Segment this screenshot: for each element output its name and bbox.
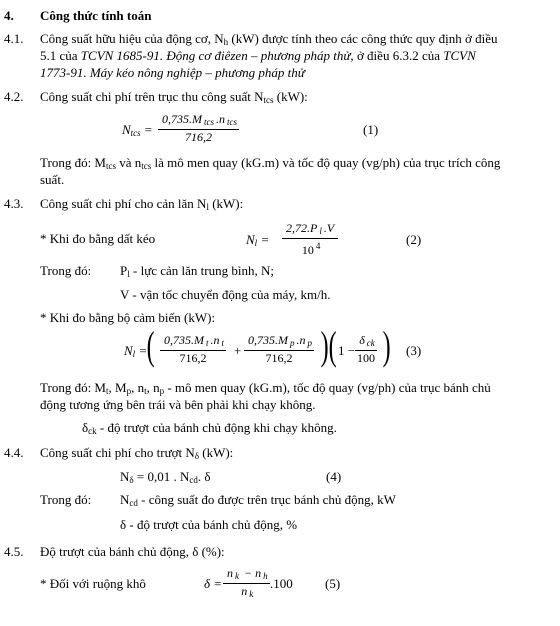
paragraph-line: 5.1 của TCVN 1685-91. Động cơ điêzen – phương pháp thử, ở điều 6.3.2 của TCVN <box>40 48 476 63</box>
where-label: Trong đó: <box>40 263 92 278</box>
paragraph-line: 1773-91. Máy kéo nông nghiệp – phương pháp thử <box>40 65 305 80</box>
paragraph-line: Công suất hữu hiệu của động cơ, $N_h$ (kW) được tính theo các công thức quy định ở điều <box>40 31 498 47</box>
equation-5-lhs: δ = <box>204 576 223 591</box>
subsection-number: 4.3. <box>4 196 24 211</box>
definition-line: V - vận tốc chuyển động của máy, km/h. <box>120 287 331 302</box>
paragraph-line: Trong đó: $M_t$, $M_p$, $n_t$, $n_p$ - mô men quay (kG.m), tốc độ quay (vg/ph) của trục bánh chủ <box>40 380 491 396</box>
section-title: Công thức tính toán <box>40 8 152 23</box>
plus-sign: + <box>234 343 242 358</box>
subsection-number: 4.2. <box>4 89 24 104</box>
equation-2-fraction: 2,72.P $_l$ .V 10 $^4$ <box>282 221 338 257</box>
paragraph-line: suất. <box>40 172 65 187</box>
paragraph-line: động tương ứng bên trái và bên phải khi chạy không. <box>40 397 316 412</box>
open-paren: ( <box>146 323 155 368</box>
paragraph-line: Trong đó: $M_{tcs}$ và $n_{tcs}$ là mô men quay (kG.m) và tốc độ quay (vg/ph) của trục trích công <box>40 155 501 171</box>
equation-number: (5) <box>325 576 341 591</box>
subsection-number: 4.1. <box>4 31 24 46</box>
equation-1-fraction: 0,735.M $_{tcs}$ .n $_{tcs}$ 716,2 <box>158 112 239 144</box>
equation-4: $N_\delta = 0,01$ . $N_{cd}$. δ <box>120 469 211 485</box>
close-paren: ) <box>320 323 329 368</box>
subsection-number: 4.5. <box>4 544 24 559</box>
subsection-number: 4.4. <box>4 445 24 460</box>
section-number: 4. <box>4 8 14 23</box>
definition-line: $P_l$ - lực cản lăn trung bình, N; <box>120 263 274 279</box>
equation-5-fraction: n $_k$ − n $_h$ n $_k$ <box>223 566 270 601</box>
paragraph-line: Công suất chi phí cho cản lăn $N_l$ (kW): <box>40 196 244 212</box>
open-paren: ( <box>328 323 337 368</box>
definition-line: $\delta_{ck}$ - độ trượt của bánh chủ động khi chạy không. <box>82 420 337 436</box>
equation-2-lhs: $N_l$ = <box>246 232 270 248</box>
equation-3-fraction-left: 0,735.M $_t$ .n $_t$ 716,2 <box>160 333 226 365</box>
definition-line: $N_{cd}$ - công suất đo được trên trục bánh chủ động, kW <box>120 492 396 508</box>
equation-5-tail: .100 <box>270 576 293 591</box>
equation-number: (1) <box>363 122 379 137</box>
paragraph-line: Công suất chi phí trên trục thu công suất $N_{tcs}$ (kW): <box>40 89 308 105</box>
one-minus: 1 − <box>338 343 356 358</box>
where-label: Trong đó: <box>40 492 92 507</box>
paragraph-line: Công suất chi phí cho trượt $N_\delta$ (kW): <box>40 445 234 461</box>
definition-line: δ - độ trượt của bánh chủ động, % <box>120 517 298 532</box>
equation-number: (4) <box>326 469 342 484</box>
equation-3-fraction-right: 0,735.M $_p$ .n $_p$ 716,2 <box>244 333 314 365</box>
case-label: * Đối với ruộng khô <box>40 576 146 591</box>
paragraph-line: Độ trượt của bánh chủ động, δ (%): <box>40 544 225 559</box>
equation-3-fraction-delta: δ $_{ck}$ 100 <box>357 333 375 365</box>
equation-1-lhs: $N_{tcs}$ = <box>122 122 153 138</box>
case-label: * Khi đo bằng bộ cảm biến (kW): <box>40 310 216 325</box>
case-label: * Khi đo bằng dất kéo <box>40 231 156 246</box>
equation-3-lhs: $N_l$ = <box>124 343 148 359</box>
equation-number: (2) <box>406 232 422 247</box>
close-paren: ) <box>382 323 391 368</box>
equation-number: (3) <box>406 343 422 358</box>
